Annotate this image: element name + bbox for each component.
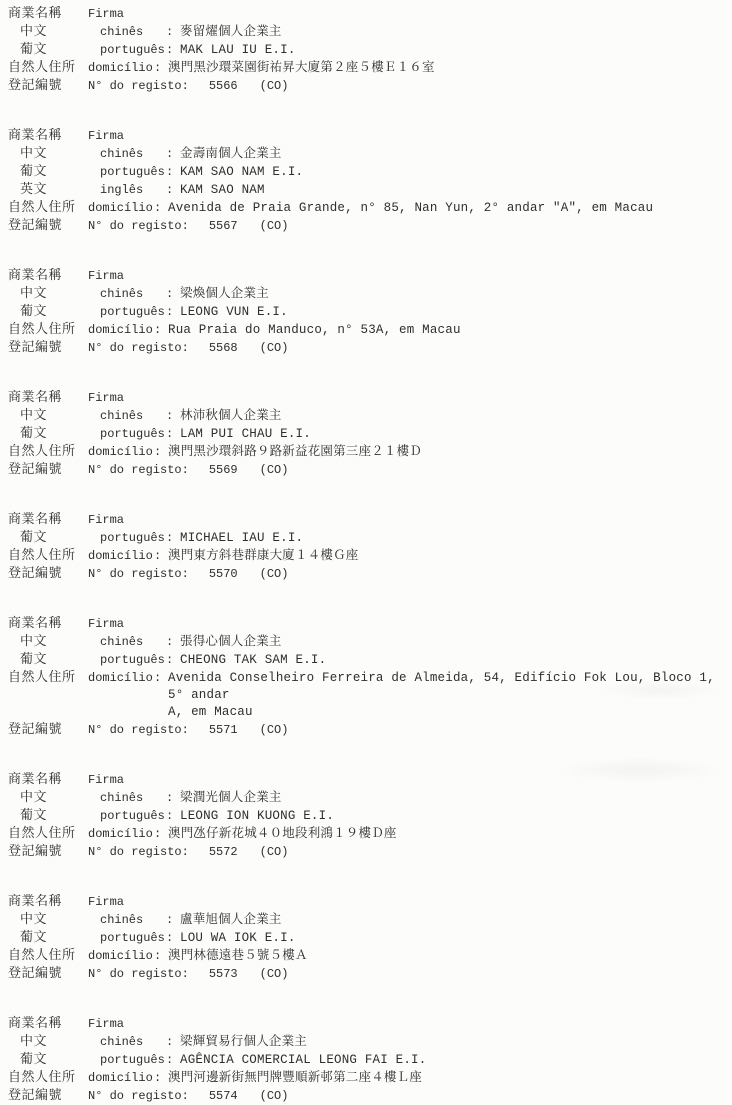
chinese-name-value: 梁潤光個人企業主 (180, 791, 282, 805)
chinese-name-line (0, 285, 732, 303)
portuguese-name-line (0, 929, 732, 947)
portuguese-label-zh: 葡文 (20, 652, 48, 667)
domicile-value (168, 548, 732, 565)
registry-number-line (0, 217, 732, 235)
english-label-pt: inglês (100, 183, 144, 197)
registry-label-pt: N° do registo: (88, 219, 189, 233)
domicile-value-line: 澳門林德遠巷５號５樓Ａ (168, 949, 308, 963)
colon-separator: : (166, 531, 174, 545)
firm-label-zh: 商業名稱 (8, 390, 63, 405)
colon-separator: : (166, 791, 174, 805)
registry-label-pt: N° do registo: (88, 723, 189, 737)
firm-header-line (0, 615, 732, 633)
registry-suffix-value: (CO) (259, 341, 289, 355)
chinese-label-zh: 中文 (20, 286, 48, 301)
registry-number-line (0, 77, 732, 95)
registry-label-zh: 登記編號 (8, 566, 63, 581)
registry-label-zh: 登記編號 (8, 78, 63, 93)
domicile-label-pt: domicílio (88, 201, 153, 215)
colon-separator: : (166, 913, 174, 927)
domicile-line (0, 443, 732, 461)
domicile-label-pt: domicílio (88, 61, 153, 75)
chinese-label-zh: 中文 (20, 408, 48, 423)
domicile-value-line: Avenida de Praia Grande, n° 85, Nan Yun, 2° andar "A", em Macau (168, 201, 654, 215)
chinese-label-pt: chinês (100, 1035, 144, 1049)
registry-label-pt: N° do registo: (88, 845, 189, 859)
portuguese-label-zh: 葡文 (20, 164, 48, 179)
colon-separator: : (166, 147, 174, 161)
registry-label-pt: N° do registo: (88, 1089, 189, 1103)
registry-number-value: 5571 (208, 723, 238, 737)
colon-separator: : (166, 165, 174, 179)
registry-suffix-value: (CO) (259, 723, 289, 737)
portuguese-name-value: LEONG ION KUONG E.I. (180, 809, 335, 823)
registry-number-value: 5570 (208, 567, 238, 581)
chinese-label-pt: chinês (100, 25, 144, 39)
domicile-label-zh: 自然人住所 (8, 948, 76, 963)
english-name-line (0, 181, 732, 199)
firm-label-pt: Firma (88, 391, 125, 405)
colon-separator: : (154, 323, 162, 337)
domicile-line (0, 59, 732, 77)
registry-number-line (0, 339, 732, 357)
registry-suffix-value: (CO) (259, 219, 289, 233)
firm-label-pt: Firma (88, 129, 125, 143)
chinese-name-value: 金壽南個人企業主 (180, 147, 282, 161)
registry-number-value: 5574 (208, 1089, 238, 1103)
domicile-label-zh: 自然人住所 (8, 60, 76, 75)
colon-separator: : (154, 827, 162, 841)
colon-separator: : (154, 949, 162, 963)
registry-number-value: 5568 (208, 341, 238, 355)
registry-number-line (0, 1087, 732, 1105)
domicile-value-line: A, em Macau (168, 705, 253, 719)
portuguese-label-zh: 葡文 (20, 930, 48, 945)
domicile-label-pt: domicílio (88, 671, 153, 685)
firm-label-zh: 商業名稱 (8, 772, 63, 787)
portuguese-name-value: LEONG VUN E.I. (180, 305, 288, 319)
domicile-label-pt: domicílio (88, 827, 153, 841)
colon-separator: : (166, 25, 174, 39)
colon-separator: : (166, 409, 174, 423)
registry-entry (0, 893, 732, 983)
registry-entry (0, 389, 732, 479)
registry-entry (0, 5, 732, 95)
domicile-label-pt: domicílio (88, 1071, 153, 1085)
portuguese-label-pt: português (100, 531, 165, 545)
portuguese-label-pt: português (100, 427, 165, 441)
portuguese-label-zh: 葡文 (20, 304, 48, 319)
domicile-label-pt: domicílio (88, 949, 153, 963)
colon-separator: : (154, 671, 162, 685)
colon-separator: : (166, 931, 174, 945)
portuguese-name-value: LOU WA IOK E.I. (180, 931, 296, 945)
domicile-line (0, 547, 732, 565)
colon-separator: : (154, 549, 162, 563)
registry-label-pt: N° do registo: (88, 79, 189, 93)
registry-label-pt: N° do registo: (88, 463, 189, 477)
portuguese-name-value: MICHAEL IAU E.I. (180, 531, 304, 545)
firm-label-pt: Firma (88, 7, 125, 21)
registry-suffix-value: (CO) (259, 967, 289, 981)
registry-suffix-value: (CO) (259, 79, 289, 93)
portuguese-name-line (0, 425, 732, 443)
domicile-value-line: Rua Praia do Manduco, n° 53A, em Macau (168, 323, 461, 337)
registry-number-value: 5566 (208, 79, 238, 93)
colon-separator: : (154, 445, 162, 459)
portuguese-name-line (0, 163, 732, 181)
registry-suffix-value: (CO) (259, 845, 289, 859)
chinese-label-zh: 中文 (20, 146, 48, 161)
domicile-label-zh: 自然人住所 (8, 200, 76, 215)
registry-number-value: 5569 (208, 463, 238, 477)
portuguese-label-pt: português (100, 43, 165, 57)
registry-entry (0, 1015, 732, 1105)
domicile-value (168, 322, 732, 339)
domicile-value-line: 澳門黑沙環斜路９路新益花園第三座２１樓Ｄ (168, 445, 423, 459)
chinese-label-zh: 中文 (20, 790, 48, 805)
portuguese-name-line (0, 303, 732, 321)
portuguese-label-zh: 葡文 (20, 808, 48, 823)
firm-header-line (0, 5, 732, 23)
registry-number-value: 5572 (208, 845, 238, 859)
registry-number-line (0, 461, 732, 479)
domicile-value (168, 948, 732, 965)
portuguese-name-line (0, 807, 732, 825)
registry-label-pt: N° do registo: (88, 967, 189, 981)
registry-label-zh: 登記編號 (8, 722, 63, 737)
firm-header-line (0, 127, 732, 145)
colon-separator: : (166, 287, 174, 301)
domicile-value (168, 200, 732, 217)
firm-header-line (0, 771, 732, 789)
registry-entry (0, 511, 732, 583)
chinese-label-zh: 中文 (20, 24, 48, 39)
domicile-label-pt: domicílio (88, 445, 153, 459)
chinese-name-line (0, 633, 732, 651)
colon-separator: : (166, 427, 174, 441)
domicile-label-pt: domicílio (88, 323, 153, 337)
registry-number-value: 5573 (208, 967, 238, 981)
chinese-name-value: 梁輝貿易行個人企業主 (180, 1035, 308, 1049)
registry-suffix-value: (CO) (259, 463, 289, 477)
registry-label-zh: 登記編號 (8, 340, 63, 355)
portuguese-name-value: AGÊNCIA COMERCIAL LEONG FAI E.I. (180, 1053, 427, 1067)
firm-label-pt: Firma (88, 617, 125, 631)
firm-label-zh: 商業名稱 (8, 1016, 63, 1031)
chinese-label-pt: chinês (100, 635, 144, 649)
colon-separator: : (166, 809, 174, 823)
portuguese-name-value: CHEONG TAK SAM E.I. (180, 653, 327, 667)
domicile-label-zh: 自然人住所 (8, 670, 76, 685)
domicile-value (168, 670, 732, 721)
registry-suffix-value: (CO) (259, 1089, 289, 1103)
chinese-name-value: 張得心個人企業主 (180, 635, 282, 649)
colon-separator: : (166, 305, 174, 319)
domicile-label-pt: domicílio (88, 549, 153, 563)
portuguese-name-value: MAK LAU IU E.I. (180, 43, 296, 57)
domicile-value-line: 澳門黑沙環菜園街祐昇大廈第２座５樓Ｅ１６室 (168, 61, 435, 75)
registry-label-pt: N° do registo: (88, 567, 189, 581)
registry-label-zh: 登記編號 (8, 462, 63, 477)
portuguese-label-zh: 葡文 (20, 42, 48, 57)
firm-label-pt: Firma (88, 895, 125, 909)
firm-header-line (0, 267, 732, 285)
chinese-name-line (0, 789, 732, 807)
domicile-line (0, 321, 732, 339)
chinese-name-line (0, 407, 732, 425)
firm-label-zh: 商業名稱 (8, 894, 63, 909)
chinese-name-line (0, 1033, 732, 1051)
portuguese-label-pt: português (100, 165, 165, 179)
portuguese-name-line (0, 1051, 732, 1069)
colon-separator: : (166, 43, 174, 57)
portuguese-label-pt: português (100, 931, 165, 945)
portuguese-name-line (0, 529, 732, 547)
chinese-label-zh: 中文 (20, 634, 48, 649)
registry-entry (0, 615, 732, 739)
registry-label-zh: 登記編號 (8, 966, 63, 981)
firm-label-zh: 商業名稱 (8, 6, 63, 21)
portuguese-name-value: LAM PUI CHAU E.I. (180, 427, 311, 441)
chinese-label-zh: 中文 (20, 912, 48, 927)
registry-suffix-value: (CO) (259, 567, 289, 581)
domicile-value-line: 澳門東方斜巷群康大廈１４樓Ｇ座 (168, 549, 359, 563)
chinese-name-line (0, 911, 732, 929)
portuguese-name-line (0, 41, 732, 59)
chinese-label-zh: 中文 (20, 1034, 48, 1049)
colon-separator: : (154, 201, 162, 215)
chinese-name-value: 麥留燿個人企業主 (180, 25, 282, 39)
firm-label-pt: Firma (88, 513, 125, 527)
chinese-label-pt: chinês (100, 147, 144, 161)
chinese-label-pt: chinês (100, 287, 144, 301)
firm-label-pt: Firma (88, 773, 125, 787)
registry-number-line (0, 965, 732, 983)
colon-separator: : (154, 1071, 162, 1085)
colon-separator: : (166, 1035, 174, 1049)
domicile-label-zh: 自然人住所 (8, 322, 76, 337)
firm-label-zh: 商業名稱 (8, 512, 63, 527)
english-label-zh: 英文 (20, 182, 48, 197)
domicile-value-line: Avenida Conselheiro Ferreira de Almeida, 54, Edifício Fok Lou, Bloco 1, 5° andar (168, 671, 715, 702)
colon-separator: : (166, 1053, 174, 1067)
domicile-value (168, 1070, 732, 1087)
registry-label-pt: N° do registo: (88, 341, 189, 355)
chinese-name-value: 梁煥個人企業主 (180, 287, 269, 301)
firm-header-line (0, 893, 732, 911)
chinese-label-pt: chinês (100, 409, 144, 423)
firm-header-line (0, 511, 732, 529)
chinese-name-line (0, 145, 732, 163)
english-name-value: KAM SAO NAM (180, 183, 265, 197)
colon-separator: : (154, 61, 162, 75)
registry-entry (0, 267, 732, 357)
portuguese-label-zh: 葡文 (20, 530, 48, 545)
domicile-line (0, 947, 732, 965)
firm-header-line (0, 389, 732, 407)
domicile-line (0, 199, 732, 217)
firm-label-pt: Firma (88, 1017, 125, 1031)
registry-label-zh: 登記編號 (8, 218, 63, 233)
colon-separator: : (166, 653, 174, 667)
domicile-label-zh: 自然人住所 (8, 1070, 76, 1085)
portuguese-name-value: KAM SAO NAM E.I. (180, 165, 304, 179)
portuguese-label-pt: português (100, 653, 165, 667)
colon-separator: : (166, 183, 174, 197)
firm-label-pt: Firma (88, 269, 125, 283)
chinese-name-value: 盧華旭個人企業主 (180, 913, 282, 927)
firm-label-zh: 商業名稱 (8, 616, 63, 631)
firm-label-zh: 商業名稱 (8, 268, 63, 283)
portuguese-label-zh: 葡文 (20, 1052, 48, 1067)
registry-number-line (0, 565, 732, 583)
registry-label-zh: 登記編號 (8, 1088, 63, 1103)
domicile-line (0, 1069, 732, 1087)
chinese-label-pt: chinês (100, 913, 144, 927)
colon-separator: : (166, 635, 174, 649)
chinese-label-pt: chinês (100, 791, 144, 805)
domicile-label-zh: 自然人住所 (8, 444, 76, 459)
portuguese-name-line (0, 651, 732, 669)
registry-number-line (0, 843, 732, 861)
domicile-line (0, 669, 732, 721)
registry-label-zh: 登記編號 (8, 844, 63, 859)
registry-entries-list (0, 5, 732, 1105)
domicile-label-zh: 自然人住所 (8, 548, 76, 563)
domicile-label-zh: 自然人住所 (8, 826, 76, 841)
chinese-name-line (0, 23, 732, 41)
domicile-value (168, 60, 732, 77)
domicile-value-line: 澳門河邊新街無門牌豐順新邨第二座４樓Ｌ座 (168, 1071, 423, 1085)
portuguese-label-pt: português (100, 809, 165, 823)
domicile-value-line: 澳門氹仔新花城４０地段利鴻１９樓Ｄ座 (168, 827, 397, 841)
portuguese-label-pt: português (100, 1053, 165, 1067)
registry-number-value: 5567 (208, 219, 238, 233)
domicile-value (168, 444, 732, 461)
registry-entry (0, 127, 732, 235)
domicile-value (168, 826, 732, 843)
chinese-name-value: 林沛秋個人企業主 (180, 409, 282, 423)
firm-label-zh: 商業名稱 (8, 128, 63, 143)
portuguese-label-zh: 葡文 (20, 426, 48, 441)
domicile-line (0, 825, 732, 843)
firm-header-line (0, 1015, 732, 1033)
portuguese-label-pt: português (100, 305, 165, 319)
registry-entry (0, 771, 732, 861)
registry-number-line (0, 721, 732, 739)
